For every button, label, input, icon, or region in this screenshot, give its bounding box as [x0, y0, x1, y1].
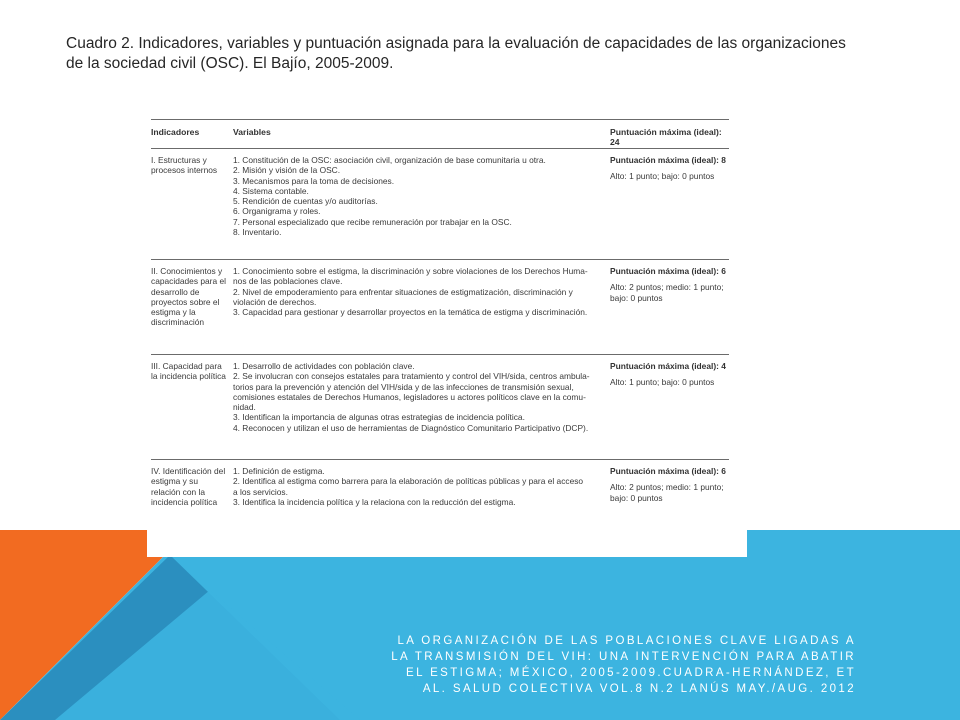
variable-line: 1. Constitución de la OSC: asociación civil, organización de base comunitaria u otra. — [233, 155, 546, 165]
variable-line: 3. Mecanismos para la toma de decisiones. — [233, 175, 395, 186]
caption-line-2: de la sociedad civil (OSC). El Bajío, 2005-2009. — [66, 55, 394, 72]
score-cell — [610, 361, 732, 388]
variables-cell — [233, 266, 605, 317]
table-row — [151, 355, 729, 460]
variables-cell — [233, 466, 605, 507]
variable-line: 8. Inventario. — [233, 227, 282, 238]
caption-line-1: Cuadro 2. Indicadores, variables y puntuación asignada para la evaluación de capacidades de las organizaciones — [66, 35, 846, 52]
variable-line: a los servicios. — [233, 486, 288, 497]
variable-line: 3. Capacidad para gestionar y desarrollar proyectos en la temática de estigma y discriminación. — [233, 307, 588, 318]
variable-line: 1. Conocimiento sobre el estigma, la discriminación y sobre violaciones de los Derechos Huma- — [233, 266, 588, 276]
score-cell — [610, 155, 732, 182]
indicator-cell: III. Capacidad para la incidencia política — [151, 361, 226, 382]
score-cell — [610, 466, 732, 503]
indicator-cell: I. Estructuras y procesos internos — [151, 155, 218, 176]
variable-line: 4. Sistema contable. — [233, 185, 309, 196]
variable-line: 2. Identifica al estigma como barrera para la elaboración de políticas públicas y para el acceso — [233, 476, 584, 487]
header-score: Puntuación máxima (ideal): 24 — [610, 127, 722, 147]
variable-line: nidad. — [233, 402, 256, 413]
variable-line: 3. Identifican la importancia de algunas otras estrategias de incidencia política. — [233, 412, 525, 423]
variable-line: 2. Misión y visión de la OSC. — [233, 165, 341, 176]
variables-cell — [233, 361, 605, 433]
header-variables: Variables — [233, 127, 271, 137]
table-row — [151, 460, 729, 540]
variable-line: 2. Se involucran con consejos estatales para tratamiento y control del VIH/sida, centros ambula- — [233, 371, 590, 382]
table-caption — [66, 34, 926, 74]
variable-line: 4. Reconocen y utilizan el uso de herramientas de Diagnóstico Comunitario Participativo (DCP). — [233, 422, 589, 433]
variable-line: 2. Nivel de empoderamiento para enfrentar situaciones de estigmatización, discriminación y — [233, 286, 573, 297]
indicator-cell: II. Conocimientos y capacidades para el desarrollo de proyectos sobre el estigma y la discriminación — [151, 266, 226, 328]
variable-line: comisiones estatales de Derechos Humanos, legisladores u actores políticos clave en la comu- — [233, 391, 586, 402]
score-cell — [610, 266, 732, 303]
score-note: Alto: 1 punto; bajo: 0 puntos — [610, 171, 715, 182]
score-title: Puntuación máxima (ideal): 6 — [610, 466, 726, 476]
variable-line: nos de las poblaciones clave. — [233, 276, 343, 287]
variable-line: 7. Personal especializado que recibe remuneración por trabajar en la OSC. — [233, 216, 512, 227]
variable-line: 1. Desarrollo de actividades con población clave. — [233, 361, 415, 371]
table-row — [151, 149, 729, 260]
variable-line: 3. Identifica la incidencia política y la relaciona con la reducción del estigma. — [233, 496, 516, 507]
table-header-row — [151, 119, 729, 149]
indicator-cell: IV. Identificación del estigma y su relación con la incidencia política — [151, 466, 226, 507]
score-title: Puntuación máxima (ideal): 6 — [610, 266, 726, 276]
score-title: Puntuación máxima (ideal): 8 — [610, 155, 726, 165]
variables-cell — [233, 155, 605, 237]
variable-line: torios para la prevención y atención del VIH/sida y de las infecciones de transmisión sexual, — [233, 381, 574, 392]
variable-line: 6. Organigrama y roles. — [233, 206, 321, 217]
header-indicators: Indicadores — [151, 127, 200, 137]
source-citation: LA ORGANIZACIÓN DE LAS POBLACIONES CLAVE LIGADAS A LA TRANSMISIÓN DEL VIH: UNA INTERVENCIÓN PARA ABATIR EL ESTIGMA; MÉXICO, 2005-2009.CUADRA-HERNÁNDEZ, ET AL. SALUD COLECTIVA VOL.8 N.2 LANÚS MAY./AUG. 2012 — [391, 635, 856, 695]
score-note: Alto: 2 puntos; medio: 1 punto; bajo: 0 puntos — [610, 482, 724, 503]
score-title: Puntuación máxima (ideal): 4 — [610, 361, 726, 371]
variable-line: 1. Definición de estigma. — [233, 466, 325, 476]
score-note: Alto: 1 punto; bajo: 0 puntos — [610, 377, 715, 388]
table-row — [151, 260, 729, 355]
variable-line: violación de derechos. — [233, 296, 317, 307]
variable-line: 5. Rendición de cuentas y/o auditorías. — [233, 196, 378, 207]
table-image — [147, 111, 747, 557]
score-note: Alto: 2 puntos; medio: 1 punto; bajo: 0 puntos — [610, 282, 724, 303]
indicators-table — [151, 119, 729, 540]
